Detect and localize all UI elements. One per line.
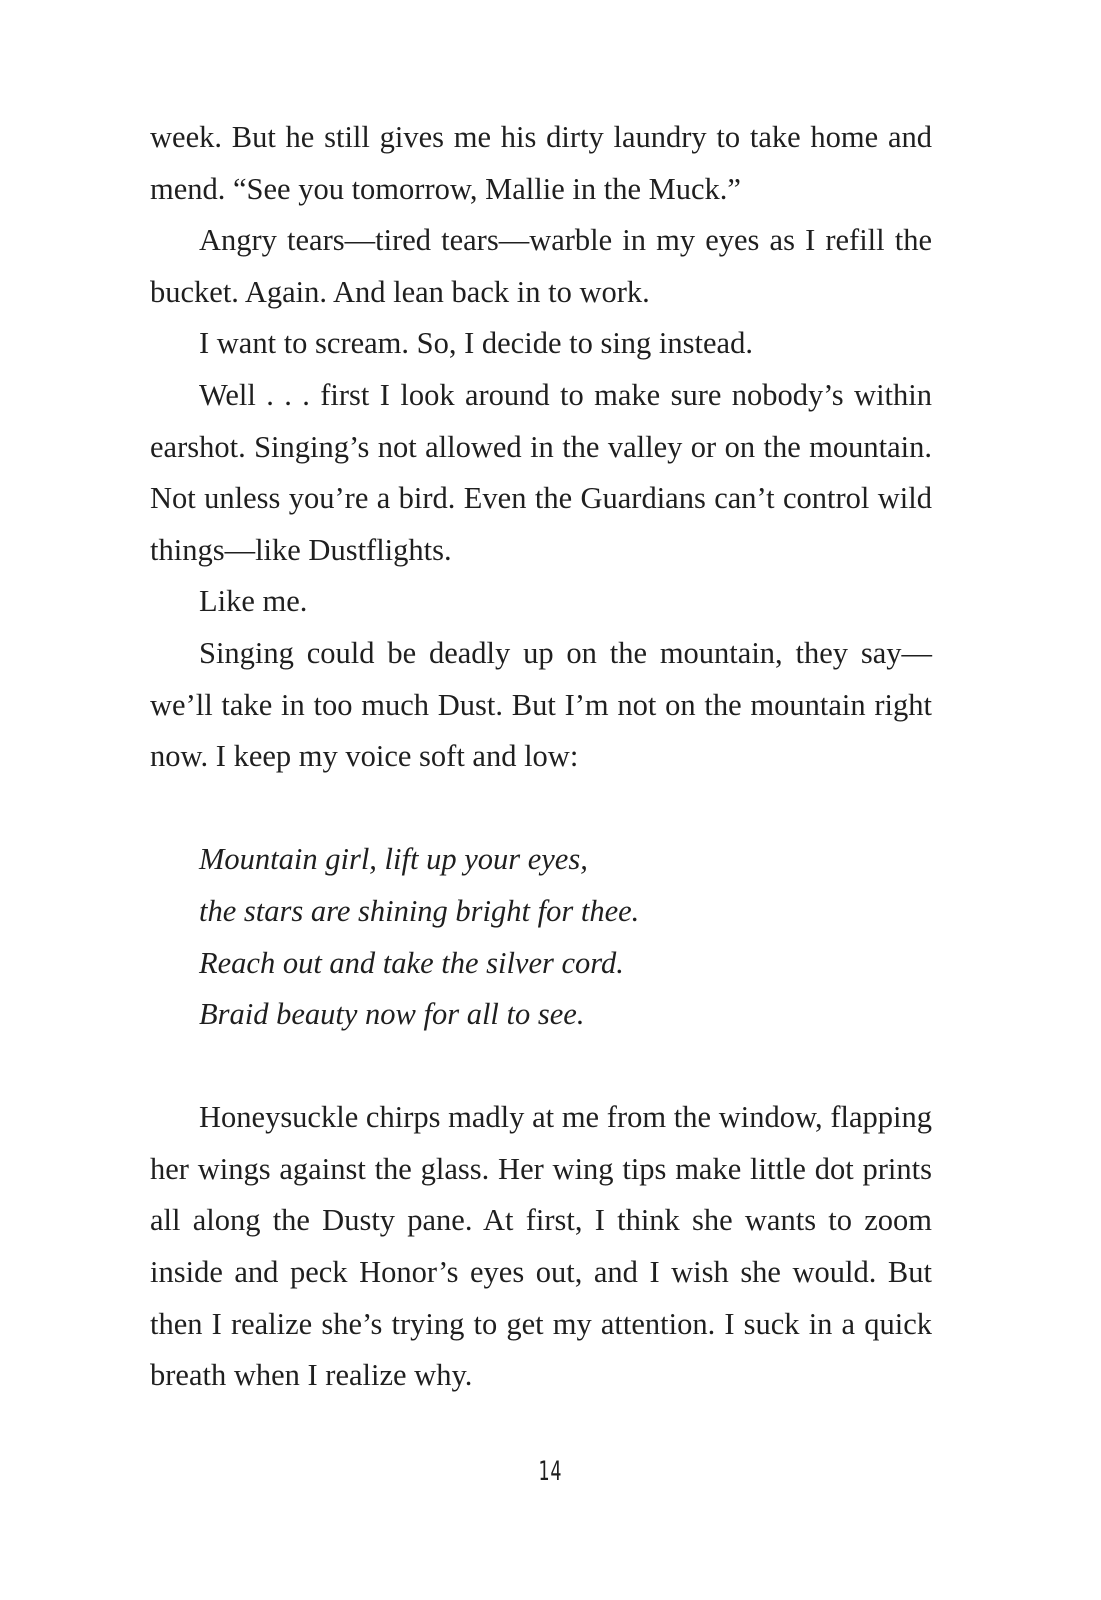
paragraph-week: week. But he still gives me his dirty laundry to take home and mend. “See you tomorrow, Mallie in the Muck.” [150,120,932,206]
verse-line-1: Mountain girl, lift up your eyes, [199,842,588,877]
paragraph-singing-deadly: Singing could be deadly up on the mountain, they say—we’ll take in too much Dust. But I’m not on the mountain right now. I keep my voice soft and low: [150,635,932,774]
body-text [150,112,932,1402]
paragraph-want-to-scream: I want to scream. So, I decide to sing instead. [199,326,753,361]
paragraph-angry-tears: Angry tears—tired tears—warble in my eyes as I refill the bucket. Again. And lean back in to work. [150,223,932,309]
verse-line-3: Reach out and take the silver cord. [199,945,624,980]
song-verse [199,834,932,1040]
paragraph-honeysuckle: Honeysuckle chirps madly at me from the window, flapping her wings against the glass. Her wing tips make little dot prints all along the Dusty pane. At first, I think she wants to zoom inside and peck Honor’s eyes out, and I wish she would. But then I realize she’s trying to get my attention. I suck in a quick breath when I realize why. [150,1100,932,1393]
page-number: 14 [538,1456,563,1487]
verse-line-4: Braid beauty now for all to see. [199,997,585,1032]
paragraph-like-me: Like me. [199,584,308,619]
paragraph-well-first: Well . . . first I look around to make sure nobody’s within earshot. Singing’s not allowed in the valley or on the mountain. Not unless you’re a bird. Even the Guardians can’t control wild things—like Dustflights. [150,377,932,567]
verse-line-2: the stars are shining bright for thee. [199,893,640,928]
